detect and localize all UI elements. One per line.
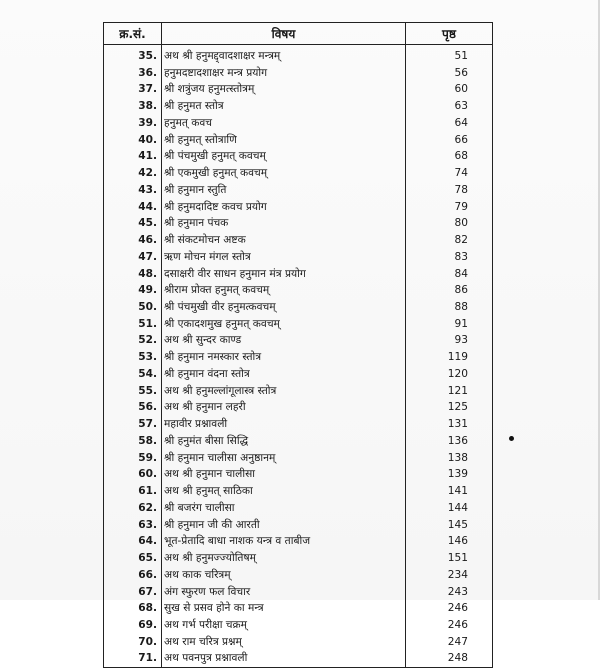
page-number: 247	[406, 634, 493, 651]
entry-title: अथ राम चरित्र प्रश्नम्	[162, 634, 406, 651]
page-number: 66	[406, 132, 493, 149]
entry-title: अथ श्री हनुमान लहरी	[162, 399, 406, 416]
page-number: 125	[406, 399, 493, 416]
serial-number: 59.	[104, 450, 162, 467]
table-row	[104, 332, 493, 349]
entry-title: अथ श्री सुन्दर काण्ड	[162, 332, 406, 349]
entry-title: भूत-प्रेतादि बाधा नाशक यन्त्र व ताबीज	[162, 533, 406, 550]
table-row	[104, 98, 493, 115]
page-number: 145	[406, 517, 493, 534]
entry-title: हनुमत् कवच	[162, 115, 406, 132]
serial-number: 42.	[104, 165, 162, 182]
serial-number: 63.	[104, 517, 162, 534]
serial-number: 70.	[104, 634, 162, 651]
serial-number: 56.	[104, 399, 162, 416]
table-row	[104, 81, 493, 98]
entry-title: सुख से प्रसव होने का मन्त्र	[162, 600, 406, 617]
header-serial: क्र.सं.	[104, 23, 162, 45]
entry-title: श्री हनुमान वंदना स्तोत्र	[162, 366, 406, 383]
serial-number: 48.	[104, 266, 162, 283]
entry-title: श्री एकादशमुख हनुमत् कवचम्	[162, 316, 406, 333]
entry-title: श्रीराम प्रोक्त हनुमत् कवचम्	[162, 282, 406, 299]
serial-number: 67.	[104, 584, 162, 601]
table-row	[104, 416, 493, 433]
page-number: 84	[406, 266, 493, 283]
entry-title: श्री हनुमंत बीसा सिद्धि	[162, 433, 406, 450]
page-number: 246	[406, 617, 493, 634]
entry-title: अथ श्री हनुमज्ज्योतिषम्	[162, 550, 406, 567]
serial-number: 65.	[104, 550, 162, 567]
page-number: 138	[406, 450, 493, 467]
entry-title: अथ पवनपुत्र प्रश्नावली	[162, 650, 406, 667]
contents-table	[103, 22, 493, 668]
entry-title: अथ श्री हनुमान चालीसा	[162, 466, 406, 483]
serial-number: 54.	[104, 366, 162, 383]
page-number: 80	[406, 215, 493, 232]
table-header-row	[104, 23, 493, 45]
table-row	[104, 517, 493, 534]
page-number: 121	[406, 383, 493, 400]
entry-title: महावीर प्रश्नावली	[162, 416, 406, 433]
serial-number: 71.	[104, 650, 162, 667]
page-number: 79	[406, 199, 493, 216]
table-row	[104, 165, 493, 182]
header-page: पृष्ठ	[406, 23, 493, 45]
serial-number: 37.	[104, 81, 162, 98]
serial-number: 58.	[104, 433, 162, 450]
entry-title: अथ श्री हनुमद्द्वादशाक्षर मन्त्रम्	[162, 45, 406, 65]
entry-title: श्री हनुमान नमस्कार स्तोत्र	[162, 349, 406, 366]
ink-dot	[509, 436, 514, 441]
page-number: 146	[406, 533, 493, 550]
serial-number: 60.	[104, 466, 162, 483]
serial-number: 43.	[104, 182, 162, 199]
entry-title: श्री हनुमत् स्तोत्राणि	[162, 132, 406, 149]
serial-number: 45.	[104, 215, 162, 232]
table-row	[104, 132, 493, 149]
page-number: 91	[406, 316, 493, 333]
entry-title: श्री हनुमत स्तोत्र	[162, 98, 406, 115]
page-number: 141	[406, 483, 493, 500]
table-row	[104, 500, 493, 517]
entry-title: श्री पंचमुखी हनुमत् कवचम्	[162, 148, 406, 165]
entry-title: ऋण मोचन मंगल स्तोत्र	[162, 249, 406, 266]
table-row	[104, 433, 493, 450]
table-row	[104, 483, 493, 500]
entry-title: हनुमदष्टादशाक्षर मन्त्र प्रयोग	[162, 65, 406, 82]
table-row	[104, 199, 493, 216]
header-subject: विषय	[162, 23, 406, 45]
table-row	[104, 215, 493, 232]
table-row	[104, 399, 493, 416]
serial-number: 47.	[104, 249, 162, 266]
page-number: 243	[406, 584, 493, 601]
page-number: 139	[406, 466, 493, 483]
entry-title: श्री शत्रुंजय हनुमत्स्तोत्रम्	[162, 81, 406, 98]
table-row	[104, 266, 493, 283]
page-number: 246	[406, 600, 493, 617]
serial-number: 68.	[104, 600, 162, 617]
table-row	[104, 182, 493, 199]
table-row	[104, 466, 493, 483]
table-row	[104, 148, 493, 165]
page-number: 93	[406, 332, 493, 349]
page-number: 151	[406, 550, 493, 567]
table-row	[104, 550, 493, 567]
page-number: 131	[406, 416, 493, 433]
table-row	[104, 383, 493, 400]
table-row	[104, 349, 493, 366]
page-number: 63	[406, 98, 493, 115]
table-row	[104, 600, 493, 617]
page-number: 248	[406, 650, 493, 667]
entry-title: श्री हनुमदादिष्ट कवच प्रयोग	[162, 199, 406, 216]
serial-number: 62.	[104, 500, 162, 517]
entry-title: अथ काक चरित्रम्	[162, 567, 406, 584]
page-number: 86	[406, 282, 493, 299]
serial-number: 64.	[104, 533, 162, 550]
serial-number: 40.	[104, 132, 162, 149]
page-number: 234	[406, 567, 493, 584]
entry-title: श्री हनुमान चालीसा अनुष्ठानम्	[162, 450, 406, 467]
page-number: 68	[406, 148, 493, 165]
table-row	[104, 584, 493, 601]
table-row	[104, 45, 493, 65]
entry-title: श्री एकमुखी हनुमत् कवचम्	[162, 165, 406, 182]
serial-number: 39.	[104, 115, 162, 132]
serial-number: 51.	[104, 316, 162, 333]
page-number: 83	[406, 249, 493, 266]
serial-number: 49.	[104, 282, 162, 299]
page-number: 119	[406, 349, 493, 366]
page-number: 60	[406, 81, 493, 98]
serial-number: 41.	[104, 148, 162, 165]
serial-number: 50.	[104, 299, 162, 316]
table-row	[104, 249, 493, 266]
table-row	[104, 634, 493, 651]
serial-number: 55.	[104, 383, 162, 400]
serial-number: 53.	[104, 349, 162, 366]
page-number: 74	[406, 165, 493, 182]
entry-title: श्री पंचमुखी वीर हनुमत्कवचम्	[162, 299, 406, 316]
page-number: 64	[406, 115, 493, 132]
entry-title: श्री हनुमान जी की आरती	[162, 517, 406, 534]
table-row	[104, 232, 493, 249]
page-number: 88	[406, 299, 493, 316]
page-number: 51	[406, 45, 493, 65]
entry-title: श्री संकटमोचन अष्टक	[162, 232, 406, 249]
contents-body	[104, 45, 493, 668]
page-number: 136	[406, 433, 493, 450]
serial-number: 57.	[104, 416, 162, 433]
table-row	[104, 650, 493, 667]
serial-number: 38.	[104, 98, 162, 115]
serial-number: 44.	[104, 199, 162, 216]
table-row	[104, 115, 493, 132]
serial-number: 46.	[104, 232, 162, 249]
page-number: 56	[406, 65, 493, 82]
entry-title: श्री बजरंग चालीसा	[162, 500, 406, 517]
page-number: 82	[406, 232, 493, 249]
table-row	[104, 617, 493, 634]
serial-number: 61.	[104, 483, 162, 500]
table-row	[104, 316, 493, 333]
serial-number: 66.	[104, 567, 162, 584]
entry-title: अंग स्फुरण फल विचार	[162, 584, 406, 601]
page-number: 78	[406, 182, 493, 199]
entry-title: श्री हनुमान पंचक	[162, 215, 406, 232]
entry-title: अथ श्री हनुमल्लांगूलास्त्र स्तोत्र	[162, 383, 406, 400]
page-number: 120	[406, 366, 493, 383]
table-row	[104, 65, 493, 82]
serial-number: 69.	[104, 617, 162, 634]
entry-title: अथ श्री हनुमत् साठिका	[162, 483, 406, 500]
serial-number: 36.	[104, 65, 162, 82]
entry-title: श्री हनुमान स्तुति	[162, 182, 406, 199]
serial-number: 52.	[104, 332, 162, 349]
page-number: 144	[406, 500, 493, 517]
serial-number: 35.	[104, 45, 162, 65]
table-row	[104, 450, 493, 467]
table-row	[104, 567, 493, 584]
entry-title: अथ गर्भ परीक्षा चक्रम्	[162, 617, 406, 634]
table-row	[104, 366, 493, 383]
table-row	[104, 282, 493, 299]
entry-title: दसाक्षरी वीर साधन हनुमान मंत्र प्रयोग	[162, 266, 406, 283]
table-row	[104, 533, 493, 550]
table-row	[104, 299, 493, 316]
